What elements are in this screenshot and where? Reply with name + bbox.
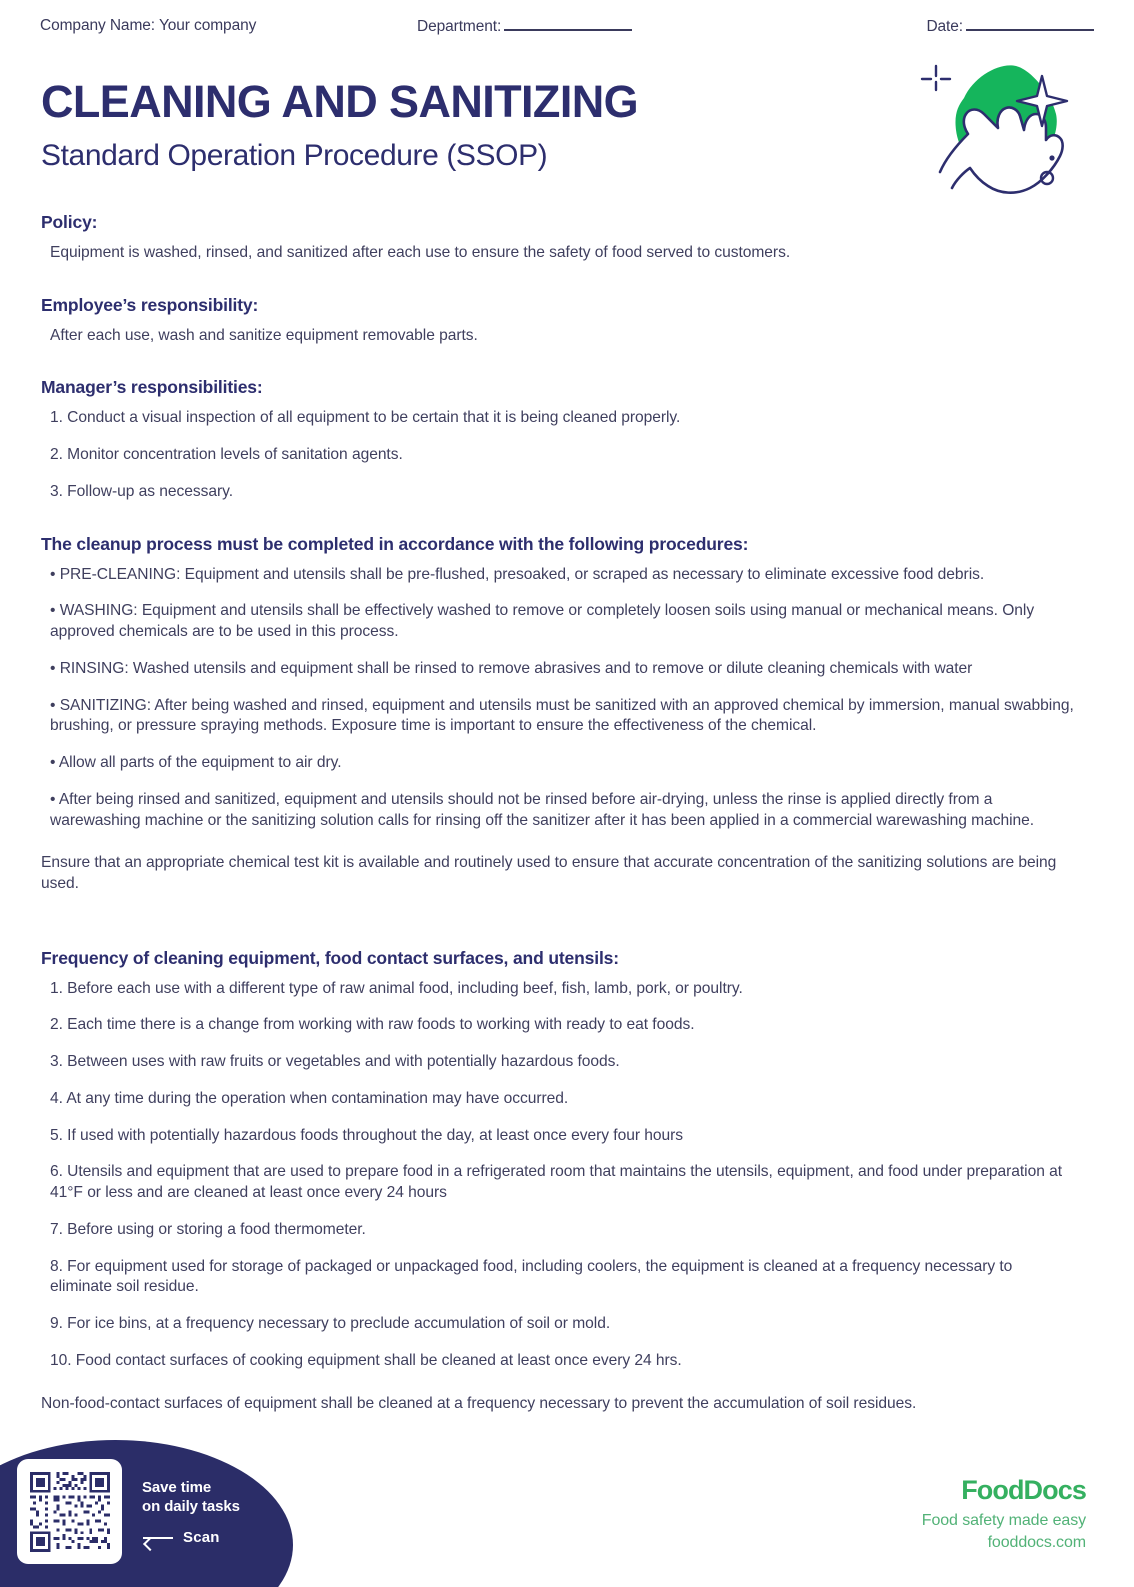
company-name-value: Your company (158, 17, 257, 34)
brand-block (922, 1477, 1086, 1553)
logo-text-post: cs (1057, 1475, 1086, 1505)
frequency-closing-text: Non-food-contact surfaces of equipment shall be cleaned at a frequency necessary to prevent the accumulation of soil residues. (41, 1394, 917, 1412)
list-item: 8. For equipment used for storage of packaged or unpackaged food, including coolers, the equipment is cleaned at a frequency necessary to eliminate soil residue. (50, 1257, 1013, 1296)
qr-code[interactable] (17, 1459, 122, 1564)
company-name-label: Company Name: (40, 17, 155, 34)
frequency-list (41, 979, 1076, 1372)
list-item: 1. Conduct a visual inspection of all equipment to be certain that it is being cleaned properly. (50, 409, 681, 427)
document-body (41, 212, 1076, 1414)
department-label: Department: (417, 18, 502, 35)
list-item: 4. At any time during the operation when contamination may have occurred. (50, 1089, 569, 1107)
policy-text: Equipment is washed, rinsed, and sanitized after each use to ensure the safety of food served to customers. (50, 244, 791, 261)
logo-leaf-o-icon (1042, 1477, 1058, 1504)
list-item: 6. Utensils and equipment that are used to prepare food in a refrigerated room that maintains the utensils, equipment, and food under preparation at 41°F or less and are cleaned at least once every 24 hours (50, 1163, 1063, 1202)
manager-responsibility-list (41, 408, 1076, 502)
list-item: • WASHING: Equipment and utensils shall be effectively washed to remove or completely loosen soils using manual or mechanical means. Only approved chemicals are to be used in this process. (50, 602, 1035, 641)
logo-o-letter: o (1042, 1475, 1058, 1505)
page-subtitle: Standard Operation Procedure (SSOP) (41, 138, 548, 172)
list-item: 2. Monitor concentration levels of sanitation agents. (50, 446, 403, 464)
list-item: 3. Between uses with raw fruits or vegetables and with potentially hazardous foods. (50, 1053, 620, 1071)
cleaning-wipe-icon (912, 52, 1082, 198)
list-item: 10. Food contact surfaces of cooking equipment shall be cleaned at least once every 24 hrs. (50, 1351, 682, 1369)
date-field[interactable] (926, 17, 1094, 36)
list-item: 5. If used with potentially hazardous foods throughout the day, at least once every four hours (50, 1126, 684, 1144)
list-item: 2. Each time there is a change from working with raw foods to working with ready to eat foods. (50, 1016, 695, 1034)
title-block (41, 78, 901, 174)
department-field[interactable] (417, 17, 632, 36)
badge-tagline-line2: on daily tasks (142, 1498, 240, 1516)
section-heading-frequency: Frequency of cleaning equipment, food contact surfaces, and utensils: (41, 947, 619, 968)
list-item: 1. Before each use with a different type of raw animal food, including beef, fish, lamb, pork, or poultry. (50, 979, 743, 997)
brand-url[interactable]: fooddocs.com (987, 1534, 1086, 1551)
date-blank-line[interactable] (966, 17, 1094, 31)
cleanup-process-list (41, 565, 1076, 832)
cleanup-closing-text: Ensure that an appropriate chemical test kit is available and routinely used to ensure that accurate concentration of the sanitizing solutions are being used. (41, 854, 1057, 893)
company-name-field[interactable] (40, 17, 256, 35)
list-item: • RINSING: Washed utensils and equipment shall be rinsed to remove abrasives and to remove or dilute cleaning chemicals with water (50, 659, 973, 677)
page-title: CLEANING AND SANITIZING (41, 76, 639, 127)
brand-tagline: Food safety made easy (921, 1512, 1086, 1529)
badge-tagline (142, 1478, 240, 1516)
section-heading-manager: Manager’s responsibilities: (41, 377, 263, 398)
date-label: Date: (926, 18, 963, 35)
list-item: • After being rinsed and sanitized, equipment and utensils should not be rinsed before air-drying, unless the rinse is applied directly from a warewashing machine or the sanitizing solution calls for rinsing off the sanitizer after it has been applied in a commercial warewashing machine. (50, 790, 1035, 829)
list-item: 9. For ice bins, at a frequency necessary to preclude accumulation of soil or mold. (50, 1315, 611, 1333)
list-item: • PRE-CLEANING: Equipment and utensils shall be pre-flushed, presoaked, or scraped as necessary to eliminate excessive food debris. (50, 565, 985, 583)
badge-tagline-line1: Save time (142, 1479, 212, 1496)
department-blank-line[interactable] (504, 17, 632, 31)
scan-callout (143, 1529, 220, 1546)
employee-responsibility-text: After each use, wash and sanitize equipment removable parts. (50, 326, 478, 344)
list-item: • SANITIZING: After being washed and rinsed, equipment and utensils must be sanitized with an approved chemical by immersion, manual swabbing, brushing, or pressure spraying methods. Exposure time is important to ensure the effectiveness of the chemical. (50, 696, 1074, 735)
section-heading-cleanup-process: The cleanup process must be completed in accordance with the following procedures: (41, 533, 749, 554)
list-item: 3. Follow-up as necessary. (50, 482, 234, 500)
arrow-left-icon (143, 1537, 173, 1539)
fooddocs-logo[interactable] (922, 1477, 1086, 1504)
section-heading-policy: Policy: (41, 212, 98, 232)
section-heading-employee: Employee’s responsibility: (41, 294, 259, 315)
document-meta-row (40, 17, 1094, 39)
list-item: • Allow all parts of the equipment to air dry. (50, 754, 342, 772)
scan-label: Scan (183, 1529, 220, 1546)
list-item: 7. Before using or storing a food thermometer. (50, 1220, 366, 1238)
logo-text-pre: FoodD (961, 1475, 1043, 1505)
